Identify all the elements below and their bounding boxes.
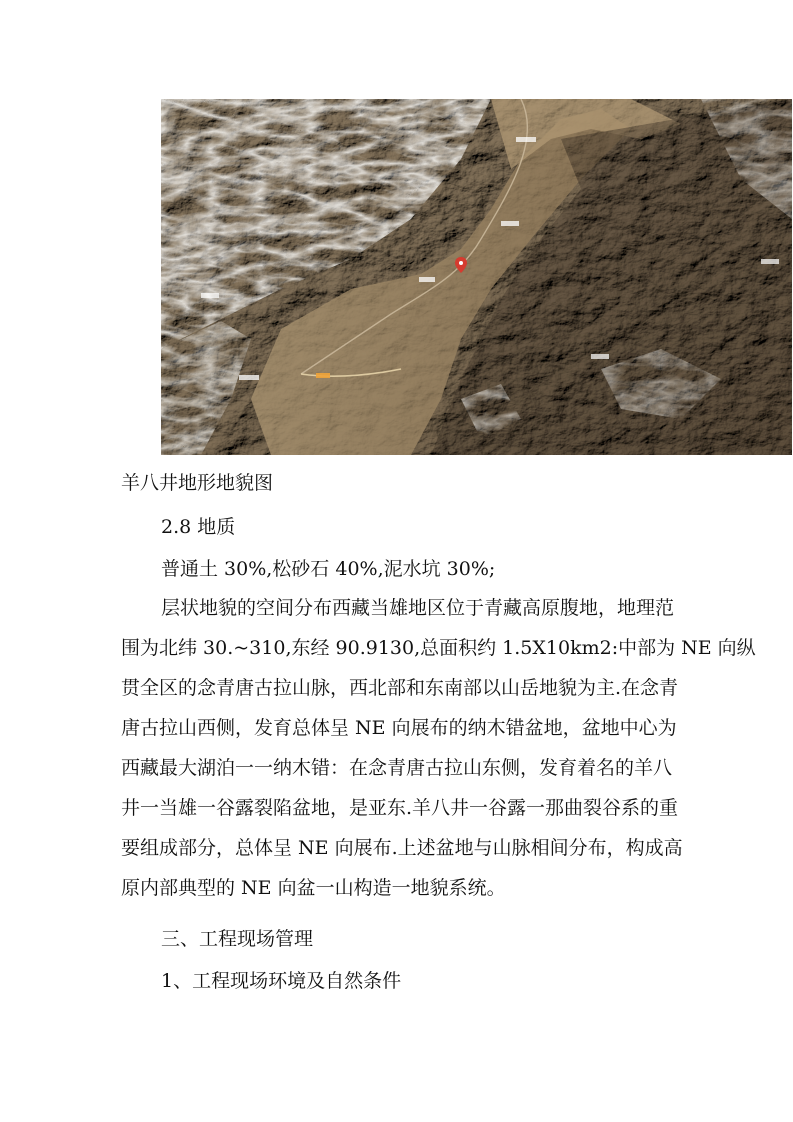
satellite-terrain-render — [161, 99, 792, 455]
soil-composition: 普通土 30%,松砂石 40%,泥水坑 30%; — [161, 558, 496, 580]
paragraph-line: 井一当雄一谷露裂陷盆地，是亚东.羊八井一谷露一那曲裂谷系的重 — [121, 797, 679, 819]
section-heading: 三、工程现场管理 — [161, 928, 314, 950]
terrain-map-image — [161, 99, 792, 455]
paragraph-line: 唐古拉山西侧，发育总体呈 NE 向展布的纳木错盆地，盆地中心为 — [121, 717, 677, 739]
figure-caption: 羊八井地形地貌图 — [121, 472, 274, 494]
paragraph-line: 要组成部分，总体呈 NE 向展布.上述盆地与山脉相间分布，构成高 — [121, 837, 683, 859]
geology-paragraph — [121, 596, 756, 916]
paragraph-line: 贯全区的念青唐古拉山脉，西北部和东南部以山岳地貌为主.在念青 — [121, 677, 679, 699]
subsection-heading: 1、工程现场环境及自然条件 — [161, 970, 402, 992]
paragraph-line: 围为北纬 30.~310,东经 90.9130,总面积约 1.5X10km2:中部为 NE 向纵 — [121, 637, 756, 659]
paragraph-line: 西藏最大湖泊一一纳木错：在念青唐古拉山东侧，发育着名的羊八 — [121, 757, 673, 779]
paragraph-line: 原内部典型的 NE 向盆一山构造一地貌系统。 — [121, 877, 506, 899]
geology-heading: 2.8 地质 — [161, 516, 236, 538]
paragraph-line: 层状地貌的空间分布西藏当雄地区位于青藏高原腹地，地理范 — [161, 597, 675, 619]
